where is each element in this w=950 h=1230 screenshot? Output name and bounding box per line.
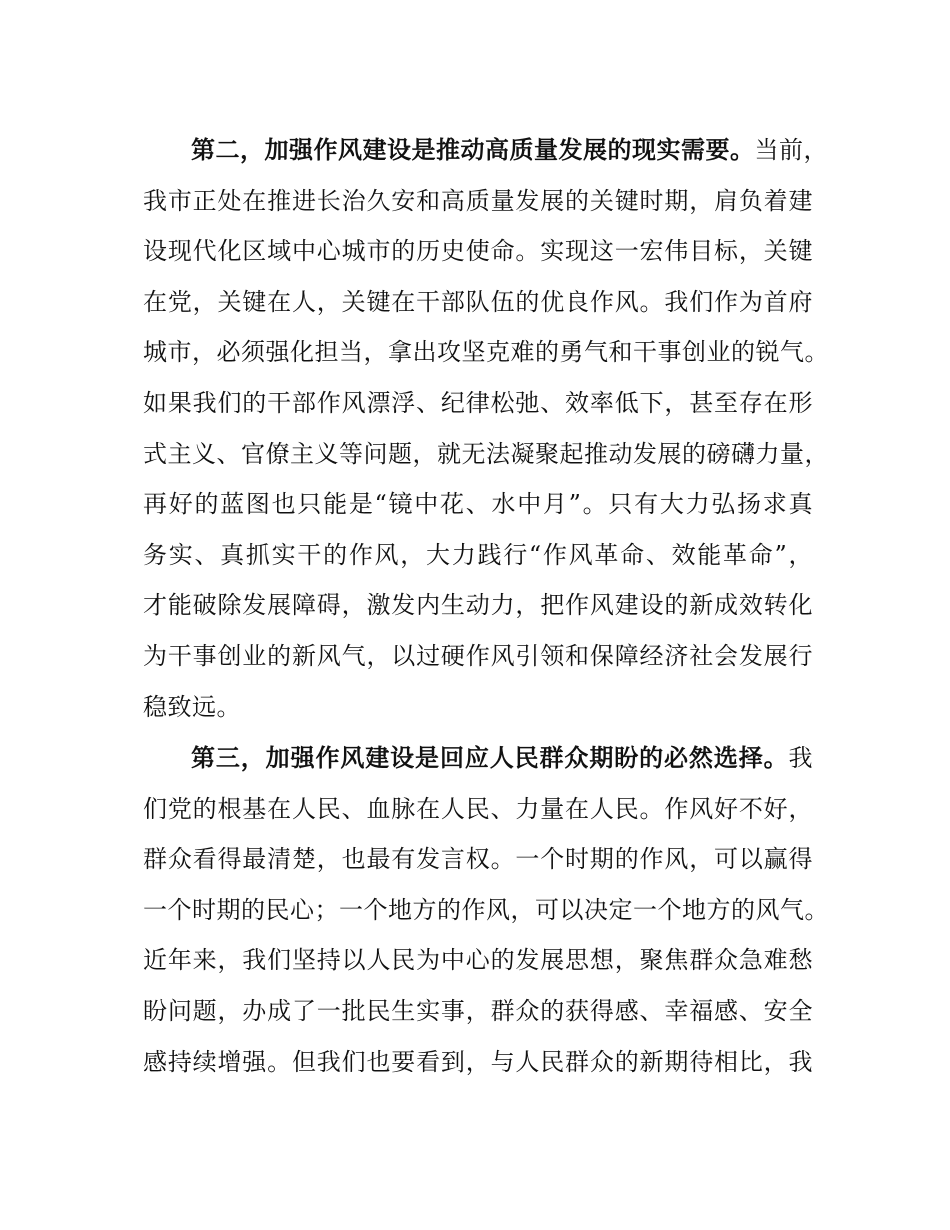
paragraph-lead-sentence: 第三，加强作风建设是回应人民群众期盼的必然选择。 bbox=[191, 744, 789, 772]
paragraph-text: 我 bbox=[788, 744, 813, 772]
paragraph-line: 一个时期的民心；一个地方的作风，可以决定一个地方的风气。 bbox=[143, 895, 829, 924]
paragraph-line: 再好的蓝图也只能是“镜中花、水中月”。只有大力弘扬求真 bbox=[143, 490, 813, 519]
paragraph-third-point bbox=[143, 733, 829, 1087]
paragraph-line: 务实、真抓实干的作风，大力践行“作风革命、效能革命”， bbox=[143, 540, 813, 569]
paragraph-text: 当前， bbox=[754, 136, 828, 164]
paragraph-line: 式主义、官僚主义等问题，就无法凝聚起推动发展的磅礴力量， bbox=[143, 439, 829, 468]
paragraph-line: 城市，必须强化担当，拿出攻坚克难的勇气和干事创业的锐气。 bbox=[143, 338, 829, 367]
paragraph-line: 我市正处在推进长治久安和高质量发展的关键时期，肩负着建 bbox=[143, 186, 813, 215]
paragraph-line: 如果我们的干部作风漂浮、纪律松弛、效率低下，甚至存在形 bbox=[143, 388, 813, 417]
paragraph-line: 设现代化区域中心城市的历史使命。实现这一宏伟目标，关键 bbox=[143, 237, 813, 266]
paragraph-lead-sentence: 第二，加强作风建设是推动高质量发展的现实需要。 bbox=[191, 136, 755, 164]
paragraph-line: 们党的根基在人民、血脉在人民、力量在人民。作风好不好， bbox=[143, 794, 813, 823]
paragraph-first-line bbox=[143, 733, 813, 784]
paragraph-first-line bbox=[143, 125, 828, 176]
paragraph-line: 感持续增强。但我们也要看到，与人民群众的新期待相比，我 bbox=[143, 1047, 813, 1076]
paragraph-line: 盼问题，办成了一批民生实事，群众的获得感、幸福感、安全 bbox=[143, 996, 813, 1025]
paragraph-second-point bbox=[143, 125, 829, 732]
paragraph-line: 在党，关键在人，关键在干部队伍的优良作风。我们作为首府 bbox=[143, 287, 813, 316]
paragraph-line: 为干事创业的新风气，以过硬作风引领和保障经济社会发展行 bbox=[143, 641, 813, 670]
paragraph-line: 才能破除发展障碍，激发内生动力，把作风建设的新成效转化 bbox=[143, 591, 813, 620]
paragraph-line: 近年来，我们坚持以人民为中心的发展思想，聚焦群众急难愁 bbox=[143, 946, 813, 975]
paragraph-line: 群众看得最清楚，也最有发言权。一个时期的作风，可以赢得 bbox=[143, 845, 813, 874]
paragraph-line: 稳致远。 bbox=[143, 692, 241, 721]
